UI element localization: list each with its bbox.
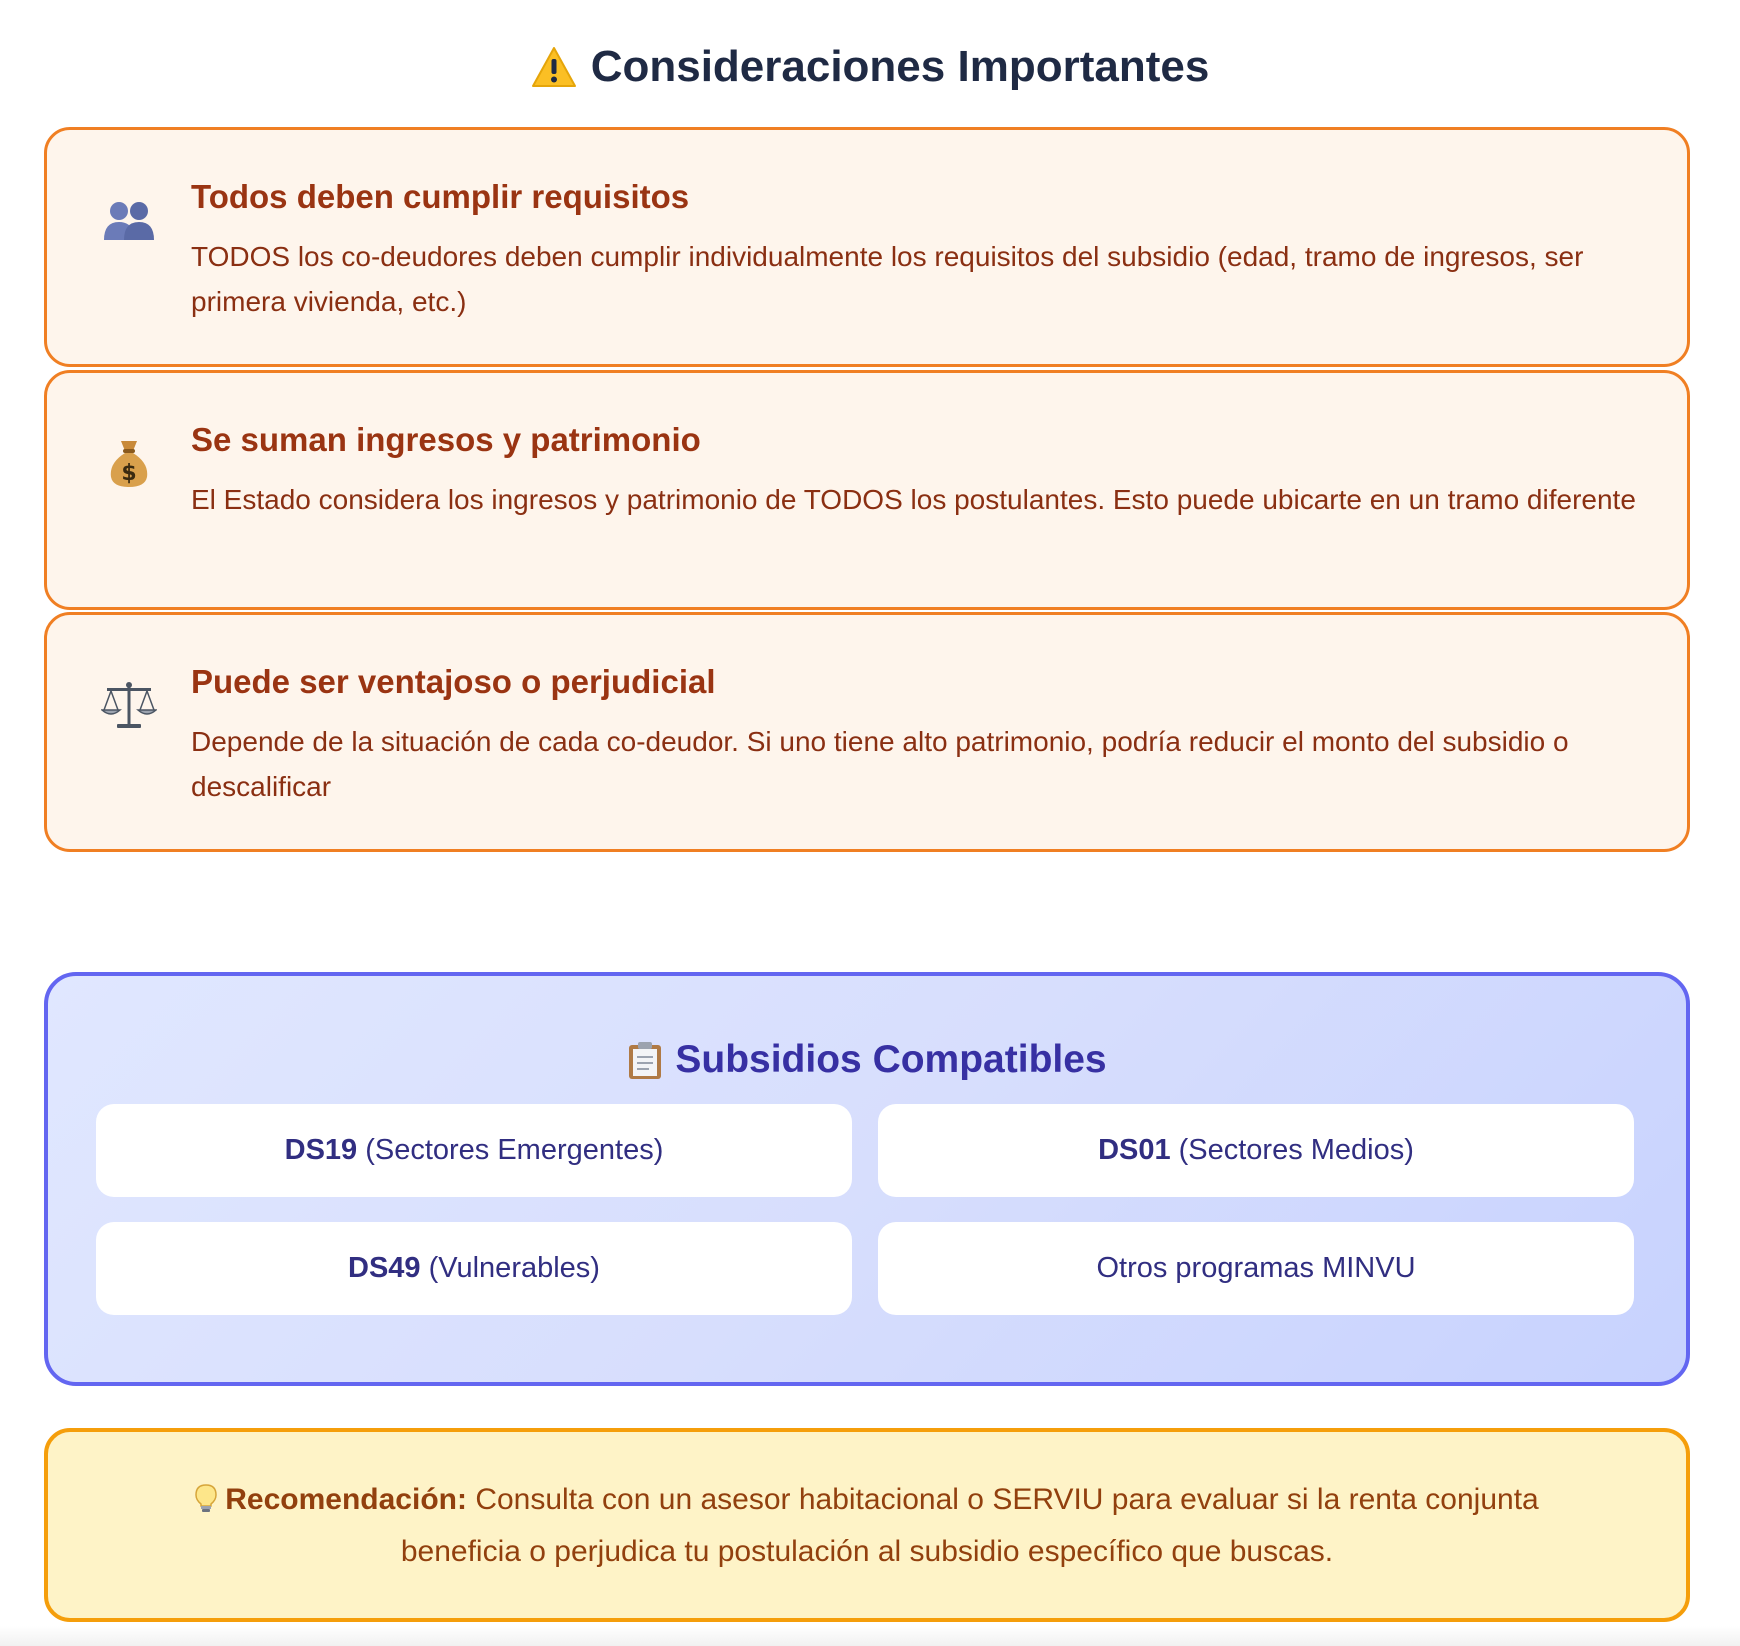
consideration-text: TODOS los co-deudores deben cumplir individualmente los requisitos del subsidio (edad, tramo de ingresos, ser primera vivienda, etc.) (191, 241, 1584, 317)
page-title (0, 42, 1740, 92)
subsidios-title (48, 1038, 1686, 1082)
subsidios-title-text: Subsidios Compatibles (675, 1038, 1107, 1081)
consideration-title: Todos deben cumplir requisitos (191, 178, 690, 215)
subsidio-code: DS49 (348, 1252, 421, 1284)
warning-icon (531, 46, 577, 88)
consideration-text: El Estado considera los ingresos y patrimonio de TODOS los postulantes. Esto puede ubicarte en un tramo diferente (191, 484, 1636, 515)
consideration-text: Depende de la situación de cada co-deudor. Si uno tiene alto patrimonio, podría reducir el monto del subsidio o descalificar (191, 726, 1569, 802)
bottom-fade (0, 1626, 1740, 1646)
consideration-card-ventajoso (44, 612, 1690, 852)
subsidio-desc: (Sectores Emergentes) (365, 1134, 664, 1166)
money-bag-icon (99, 435, 159, 491)
consideration-title: Se suman ingresos y patrimonio (191, 421, 701, 458)
subsidio-code: DS19 (284, 1134, 358, 1166)
scales-icon (99, 677, 159, 733)
recommendation-text: Consulta con un asesor habitacional o SERVIU para evaluar si la renta conjunta beneficia o perjudica tu postulación al subsidio específico que buscas. (400, 1483, 1539, 1568)
subsidio-code: DS01 (1098, 1134, 1171, 1166)
subsidios-panel (44, 972, 1690, 1386)
lightbulb-icon (195, 1478, 217, 1508)
consideration-title: Puede ser ventajoso o perjudicial (191, 663, 716, 700)
clipboard-icon (627, 1040, 663, 1080)
consideration-card-ingresos (44, 370, 1690, 610)
recommendation-label: Recomendación: (225, 1483, 467, 1516)
subsidio-desc: (Sectores Medios) (1178, 1134, 1414, 1166)
svg-text:$: $ (121, 461, 137, 486)
subsidio-item-ds49 (96, 1222, 852, 1315)
recommendation-box (44, 1428, 1690, 1622)
subsidio-desc: (Vulnerables) (428, 1252, 600, 1284)
subsidio-item-ds01 (878, 1104, 1634, 1197)
subsidio-item-ds19 (96, 1104, 852, 1197)
consideration-card-requisitos (44, 127, 1690, 367)
subsidio-item-otros (878, 1222, 1634, 1315)
page-title-text: Consideraciones Importantes (590, 42, 1210, 91)
subsidio-desc: Otros programas MINVU (1096, 1252, 1416, 1284)
people-icon (99, 192, 159, 248)
